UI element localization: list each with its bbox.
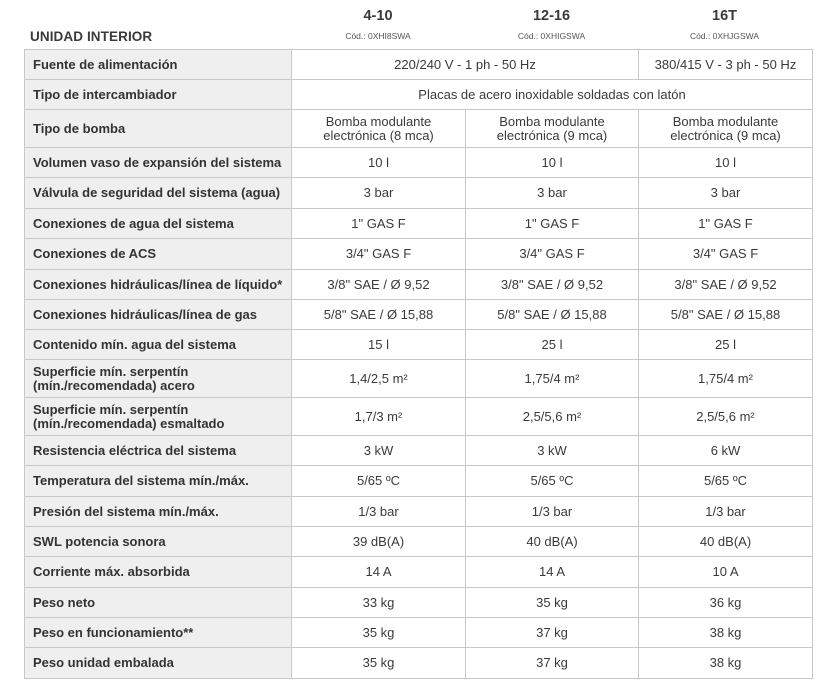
table-row — [25, 330, 813, 360]
row-value: 1,75/4 m² — [639, 360, 813, 398]
row-value: 37 kg — [466, 648, 639, 679]
row-value: 380/415 V - 3 ph - 50 Hz — [639, 50, 813, 80]
row-value: 3 kW — [466, 436, 639, 466]
row-value: 37 kg — [466, 618, 639, 648]
model-name: 4-10 — [363, 8, 393, 24]
row-value: 5/65 ºC — [466, 466, 639, 497]
model-column-header — [291, 7, 465, 41]
table-row — [25, 497, 813, 527]
row-label: Fuente de alimentación — [25, 50, 292, 80]
table-row — [25, 300, 813, 330]
model-code: Cód.: 0XHJGSWA — [689, 31, 760, 41]
row-label: Contenido mín. agua del sistema — [25, 330, 292, 360]
spec-table — [24, 49, 813, 679]
row-value: 5/8" SAE / Ø 15,88 — [639, 300, 813, 330]
row-value: 5/8" SAE / Ø 15,88 — [292, 300, 466, 330]
row-value: 10 l — [639, 148, 813, 178]
table-row — [25, 148, 813, 178]
row-value: Bomba modulante electrónica (9 mca) — [466, 110, 639, 148]
model-column-header — [638, 7, 811, 41]
row-value: 14 A — [292, 557, 466, 588]
row-value: 3/8" SAE / Ø 9,52 — [466, 270, 639, 300]
table-row — [25, 466, 813, 497]
row-label: Resistencia eléctrica del sistema — [25, 436, 292, 466]
table-row — [25, 398, 813, 436]
table-row — [25, 527, 813, 557]
section-title: UNIDAD INTERIOR — [30, 29, 153, 44]
row-label: Tipo de bomba — [25, 110, 292, 148]
row-label: Conexiones hidráulicas/línea de líquido* — [25, 270, 292, 300]
row-value: 1,4/2,5 m² — [292, 360, 466, 398]
table-row — [25, 270, 813, 300]
row-label: Temperatura del sistema mín./máx. — [25, 466, 292, 497]
row-value: 2,5/5,6 m² — [639, 398, 813, 436]
row-value: 1/3 bar — [292, 497, 466, 527]
table-row — [25, 360, 813, 398]
row-value: 40 dB(A) — [639, 527, 813, 557]
row-value: 33 kg — [292, 588, 466, 618]
row-value: Bomba modulante electrónica (8 mca) — [292, 110, 466, 148]
table-row — [25, 648, 813, 679]
row-value: 1,7/3 m² — [292, 398, 466, 436]
row-label: Peso neto — [25, 588, 292, 618]
row-label: Tipo de intercambiador — [25, 80, 292, 110]
row-value: 2,5/5,6 m² — [466, 398, 639, 436]
row-value: 3 kW — [292, 436, 466, 466]
table-row — [25, 178, 813, 209]
row-value: 3/4" GAS F — [639, 239, 813, 270]
row-value: 15 l — [292, 330, 466, 360]
row-label: Superficie mín. serpentín (mín./recomendada) acero — [25, 360, 292, 398]
row-value: 1" GAS F — [639, 209, 813, 239]
table-row — [25, 618, 813, 648]
model-name: 16T — [712, 8, 737, 24]
row-value: 1" GAS F — [292, 209, 466, 239]
table-row — [25, 209, 813, 239]
row-value: 38 kg — [639, 648, 813, 679]
row-value: 3/4" GAS F — [292, 239, 466, 270]
row-label: Presión del sistema mín./máx. — [25, 497, 292, 527]
row-label: Válvula de seguridad del sistema (agua) — [25, 178, 292, 209]
row-value: 10 A — [639, 557, 813, 588]
row-label: Conexiones hidráulicas/línea de gas — [25, 300, 292, 330]
row-value: 1/3 bar — [466, 497, 639, 527]
row-value: 25 l — [639, 330, 813, 360]
row-label: Volumen vaso de expansión del sistema — [25, 148, 292, 178]
row-value: 14 A — [466, 557, 639, 588]
row-label: Conexiones de agua del sistema — [25, 209, 292, 239]
row-value: 5/65 ºC — [292, 466, 466, 497]
row-value: 3 bar — [466, 178, 639, 209]
table-row — [25, 80, 813, 110]
row-value: 35 kg — [292, 618, 466, 648]
model-name: 12-16 — [532, 8, 571, 24]
row-value: 3 bar — [292, 178, 466, 209]
row-label: SWL potencia sonora — [25, 527, 292, 557]
row-value: 35 kg — [466, 588, 639, 618]
row-value: 38 kg — [639, 618, 813, 648]
table-row — [25, 50, 813, 80]
row-value: 35 kg — [292, 648, 466, 679]
row-value: 36 kg — [639, 588, 813, 618]
row-label: Peso unidad embalada — [25, 648, 292, 679]
table-row — [25, 110, 813, 148]
row-value: 3/8" SAE / Ø 9,52 — [639, 270, 813, 300]
model-column-header — [465, 7, 638, 41]
table-row — [25, 557, 813, 588]
table-row — [25, 436, 813, 466]
row-value: Placas de acero inoxidable soldadas con latón — [292, 80, 813, 110]
row-label: Peso en funcionamiento** — [25, 618, 292, 648]
model-code: Cód.: 0XHIGSWA — [517, 31, 586, 41]
row-value: 6 kW — [639, 436, 813, 466]
row-value: 5/65 ºC — [639, 466, 813, 497]
table-row — [25, 239, 813, 270]
table-row — [25, 588, 813, 618]
row-value: 1" GAS F — [466, 209, 639, 239]
row-value: 3/4" GAS F — [466, 239, 639, 270]
row-value: Bomba modulante electrónica (9 mca) — [639, 110, 813, 148]
row-value: 40 dB(A) — [466, 527, 639, 557]
row-value: 10 l — [292, 148, 466, 178]
row-value: 3/8" SAE / Ø 9,52 — [292, 270, 466, 300]
row-value: 1,75/4 m² — [466, 360, 639, 398]
row-value: 3 bar — [639, 178, 813, 209]
row-value: 1/3 bar — [639, 497, 813, 527]
table-header — [0, 0, 829, 48]
row-label: Corriente máx. absorbida — [25, 557, 292, 588]
row-value: 25 l — [466, 330, 639, 360]
row-value: 10 l — [466, 148, 639, 178]
model-code: Cód.: 0XHI8SWA — [345, 31, 411, 41]
row-label: Conexiones de ACS — [25, 239, 292, 270]
row-value: 39 dB(A) — [292, 527, 466, 557]
row-value: 5/8" SAE / Ø 15,88 — [466, 300, 639, 330]
row-value: 220/240 V - 1 ph - 50 Hz — [292, 50, 639, 80]
row-label: Superficie mín. serpentín (mín./recomendada) esmaltado — [25, 398, 292, 436]
